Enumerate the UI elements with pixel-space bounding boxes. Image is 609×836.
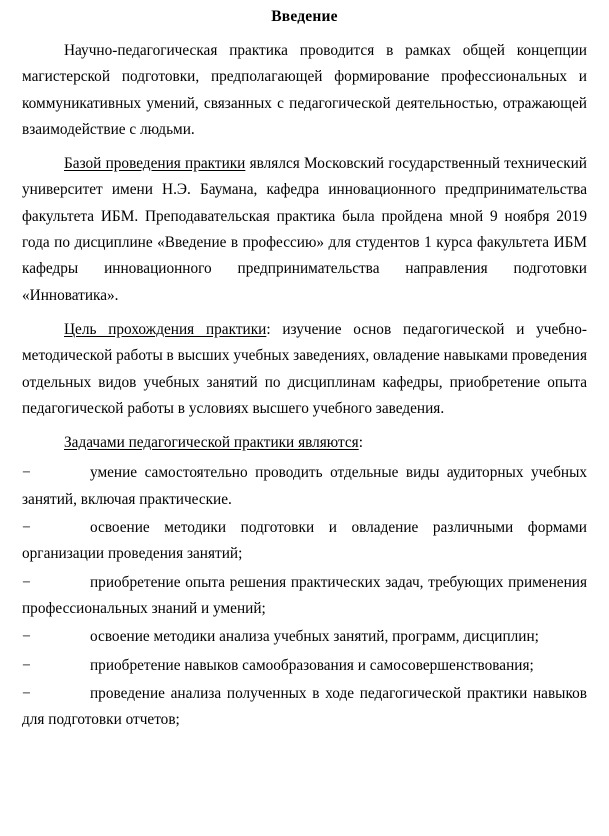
- list-item: [22, 515, 587, 568]
- list-dash-marker: −: [22, 519, 31, 537]
- paragraph-text: : изучение основ педагогической и учебно-методической работы в высших учебных заведениях, овладение навыками проведения отдельных видов учебных занятий по дисциплинам кафедры, приобретение опыта педагогической работы в условиях высшего учебного заведения.: [22, 320, 587, 417]
- list-item: [22, 570, 587, 623]
- paragraph-intro: [22, 38, 587, 143]
- list-item-text: освоение методики подготовки и овладение различными формами организации проведения занятий;: [22, 519, 587, 563]
- list-dash-marker: −: [22, 464, 31, 482]
- paragraph-goal: [22, 317, 587, 422]
- list-item-text: освоение методики анализа учебных занятий, программ, дисциплин;: [90, 628, 539, 646]
- list-item-text: приобретение навыков самообразования и самосовершенствования;: [90, 656, 534, 674]
- paragraph-lead-underline: Цель прохождения практики: [64, 320, 267, 338]
- list-item: [22, 681, 587, 734]
- paragraph-base-of-practice: [22, 151, 587, 309]
- paragraph-lead-underline: Базой проведения практики: [64, 155, 246, 173]
- paragraph-text: :: [358, 434, 363, 452]
- paragraph-lead-underline: Задачами педагогической практики являются: [64, 434, 359, 452]
- list-item-text: проведение анализа полученных в ходе педагогической практики навыков для подготовки отчетов;: [22, 684, 587, 729]
- list-item-text: умение самостоятельно проводить отдельные виды аудиторных учебных занятий, включая практические.: [22, 464, 587, 508]
- list-dash-marker: −: [22, 684, 31, 702]
- paragraph-text: являлся Московский государственный технический университет имени Н.Э. Баумана, кафедра инновационного предпринимательства факультета ИБМ. Преподавательская практика была пройдена мной 9 ноября 2019 года по дисциплине «Введение в профессию» для студентов 1 курса факультета ИБМ кафедры инновационного предпринимательства направления подготовки «Инноватика».: [22, 155, 587, 304]
- list-dash-marker: −: [22, 656, 31, 674]
- list-item: [22, 624, 587, 650]
- list-dash-marker: −: [22, 628, 31, 646]
- list-item-text: приобретение опыта решения практических задач, требующих применения профессиональных знаний и умений;: [22, 573, 587, 617]
- paragraph-tasks-heading: [22, 430, 587, 456]
- page-title: Введение: [271, 8, 338, 25]
- list-item: [22, 460, 587, 513]
- paragraph-text: Научно-педагогическая практика проводится в рамках общей концепции магистерской подготовки, предполагающей формирование профессиональных и коммуникативных умений, связанных с педагогической деятельностью, отражающей взаимодействие с людьми.: [22, 42, 587, 138]
- list-item: [22, 653, 587, 679]
- list-dash-marker: −: [22, 573, 31, 591]
